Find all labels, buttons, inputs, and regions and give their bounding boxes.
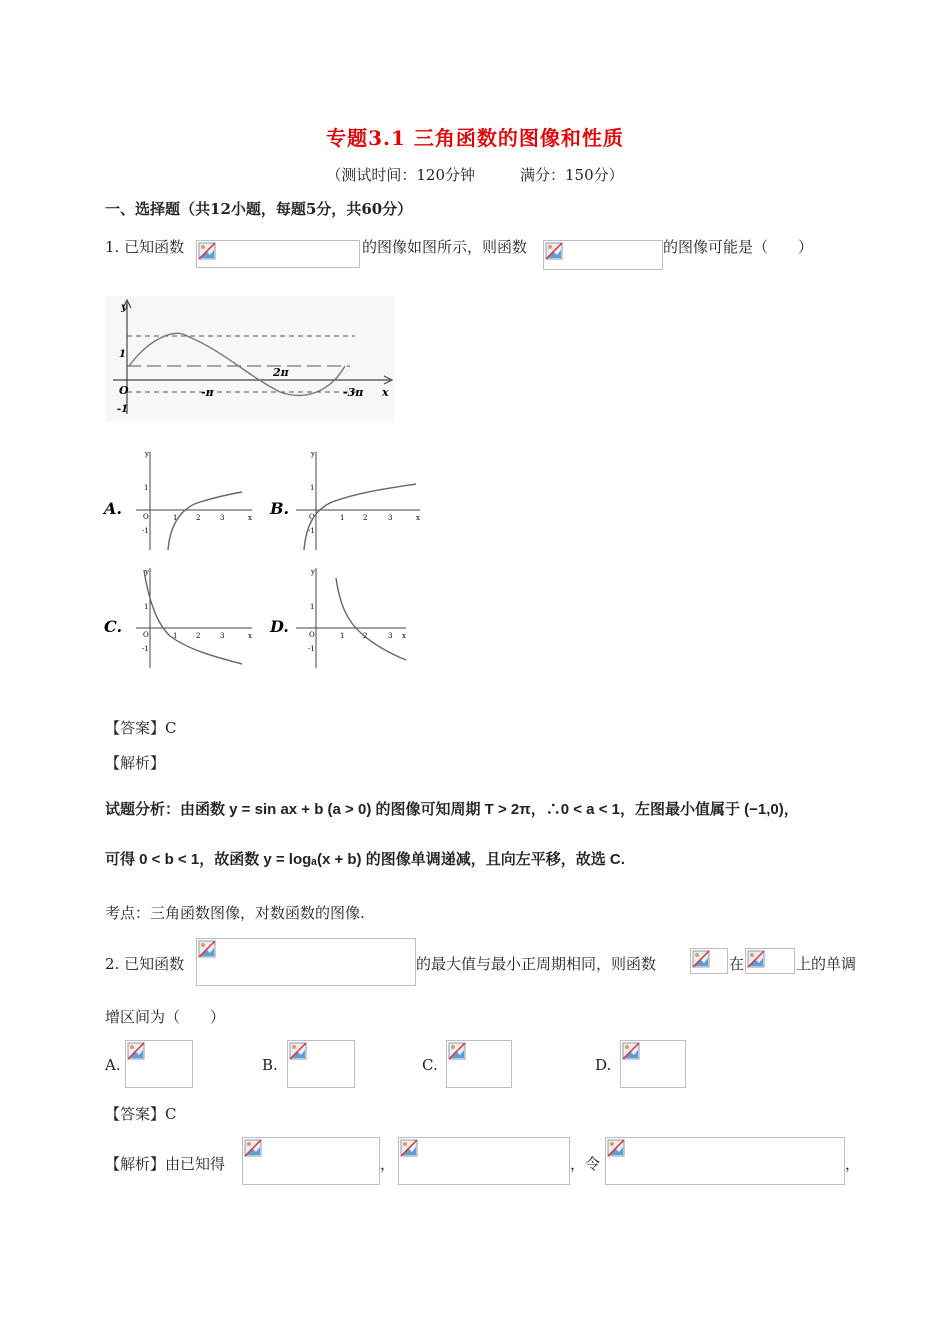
svg-text:O: O bbox=[309, 631, 315, 639]
q2-option-d: D. bbox=[595, 1056, 612, 1074]
option-c-label: C. bbox=[104, 617, 123, 636]
option-d-label: D. bbox=[270, 617, 289, 636]
broken-image-icon bbox=[607, 1139, 625, 1157]
broken-image-icon bbox=[198, 940, 216, 958]
origin-label: O bbox=[119, 384, 129, 397]
svg-text:y: y bbox=[311, 568, 315, 576]
neg-one-label: -1 bbox=[117, 404, 129, 415]
q2-option-a-image bbox=[125, 1040, 193, 1088]
section-heading: 一、选择题（共12小题，每题5分，共60分） bbox=[105, 200, 413, 218]
svg-text:2: 2 bbox=[363, 514, 368, 522]
q1-formula-image-1 bbox=[196, 240, 360, 268]
broken-image-icon bbox=[127, 1042, 145, 1060]
svg-text:2: 2 bbox=[363, 632, 368, 640]
option-b-label: B. bbox=[270, 499, 290, 518]
page-title: 专题3.1 三角函数的图像和性质 bbox=[326, 126, 624, 150]
broken-image-icon bbox=[289, 1042, 307, 1060]
broken-image-icon bbox=[198, 242, 216, 260]
option-a-label: A. bbox=[104, 499, 122, 518]
broken-image-icon bbox=[692, 950, 710, 968]
svg-text:1: 1 bbox=[144, 484, 149, 492]
svg-text:2: 2 bbox=[196, 632, 201, 640]
sine-graph bbox=[105, 296, 395, 422]
q2-mid: 的最大值与最小正周期相同，则函数 bbox=[416, 955, 657, 973]
q2-option-b: B. bbox=[262, 1056, 278, 1074]
svg-text:O: O bbox=[143, 631, 149, 639]
curve-b bbox=[304, 484, 416, 550]
q1-kaodian: 考点：三角函数图像，对数函数的图像. bbox=[105, 904, 365, 922]
svg-text:1: 1 bbox=[144, 603, 149, 611]
svg-text:-1: -1 bbox=[308, 645, 315, 653]
svg-text:1: 1 bbox=[340, 632, 345, 640]
q2-zai: 在 bbox=[729, 955, 745, 973]
svg-text:1: 1 bbox=[310, 484, 315, 492]
q2-answer: 【答案】C bbox=[105, 1105, 177, 1123]
q1-prefix: 1. 已知函数 bbox=[105, 238, 185, 256]
q2-analysis-image-1 bbox=[242, 1137, 380, 1185]
svg-text:1: 1 bbox=[340, 514, 345, 522]
curve-d bbox=[336, 578, 406, 660]
broken-image-icon bbox=[622, 1042, 640, 1060]
pi-label: -π bbox=[201, 386, 214, 399]
option-b-graph bbox=[269, 450, 420, 550]
one-label: 1 bbox=[119, 349, 126, 360]
two-pi-label: 2π bbox=[273, 366, 289, 379]
q2-prefix: 2. 已知函数 bbox=[105, 955, 185, 973]
svg-text:-1: -1 bbox=[142, 645, 149, 653]
svg-text:y: y bbox=[145, 568, 149, 576]
svg-text:3: 3 bbox=[220, 632, 225, 640]
svg-text:y: y bbox=[311, 450, 315, 458]
curve-c bbox=[144, 570, 242, 664]
svg-text:1: 1 bbox=[173, 632, 178, 640]
q1-analysis-line1: 试题分析：由函数 y = sin ax + b (a > 0) 的图像可知周期 T > 2π，∴0 < a < 1，左图最小值属于 (−1,0)， bbox=[105, 801, 799, 818]
q2-analysis-prefix: 【解析】由已知得 bbox=[105, 1155, 226, 1173]
q1-analysis-label: 【解析】 bbox=[105, 754, 166, 772]
q2-formula-image-2 bbox=[690, 948, 728, 974]
svg-text:x: x bbox=[416, 514, 420, 522]
q2-comma-1: ， bbox=[380, 1155, 396, 1173]
svg-text:y: y bbox=[145, 450, 149, 458]
svg-text:x: x bbox=[248, 514, 252, 522]
svg-text:O: O bbox=[143, 513, 149, 521]
broken-image-icon bbox=[747, 950, 765, 968]
x-label: x bbox=[382, 386, 389, 399]
option-d-graph bbox=[269, 568, 406, 668]
q2-option-d-image bbox=[620, 1040, 686, 1088]
q2-formula-image-1 bbox=[196, 938, 416, 986]
y-label: y bbox=[121, 302, 127, 313]
svg-text:O: O bbox=[309, 513, 315, 521]
three-pi-label: -3π bbox=[343, 386, 364, 399]
svg-text:x: x bbox=[248, 632, 252, 640]
q1-answer: 【答案】C bbox=[105, 719, 177, 737]
q1-suffix: 的图像可能是（ ） bbox=[663, 238, 814, 256]
q2-analysis-image-3 bbox=[605, 1137, 845, 1185]
q2-option-c: C. bbox=[422, 1056, 438, 1074]
svg-text:3: 3 bbox=[388, 514, 393, 522]
svg-text:-1: -1 bbox=[308, 527, 315, 535]
broken-image-icon bbox=[244, 1139, 262, 1157]
broken-image-icon bbox=[400, 1139, 418, 1157]
svg-text:3: 3 bbox=[388, 632, 393, 640]
q2-comma-3: ， bbox=[845, 1155, 861, 1173]
svg-text:1: 1 bbox=[173, 514, 178, 522]
q2-comma-2: ，令 bbox=[570, 1155, 601, 1173]
q2-option-b-image bbox=[287, 1040, 355, 1088]
svg-text:-1: -1 bbox=[142, 527, 149, 535]
test-info: （测试时间：120分钟 满分：150分） bbox=[326, 166, 624, 184]
broken-image-icon bbox=[545, 242, 563, 260]
svg-text:1: 1 bbox=[310, 603, 315, 611]
q1-mid: 的图像如图所示，则函数 bbox=[362, 238, 528, 256]
option-graphs bbox=[100, 446, 430, 670]
curve-a bbox=[168, 492, 242, 550]
q2-option-c-image bbox=[446, 1040, 512, 1088]
svg-text:2: 2 bbox=[196, 514, 201, 522]
svg-text:3: 3 bbox=[220, 514, 225, 522]
q2-analysis-image-2 bbox=[398, 1137, 570, 1185]
svg-text:x: x bbox=[402, 632, 406, 640]
option-a-graph bbox=[102, 450, 252, 550]
option-c-graph bbox=[104, 568, 252, 668]
broken-image-icon bbox=[448, 1042, 466, 1060]
q1-formula-image-2 bbox=[543, 240, 663, 270]
q2-suffix: 上的单调 bbox=[796, 955, 857, 973]
q2-formula-image-3 bbox=[745, 948, 795, 974]
q2-option-a: A. bbox=[105, 1056, 121, 1074]
q1-analysis-line2: 可得 0 < b < 1，故函数 y = logₐ(x + b) 的图像单调递减，且向左平移，故选 C. bbox=[105, 851, 625, 868]
q2-line2: 增区间为（ ） bbox=[105, 1008, 226, 1026]
